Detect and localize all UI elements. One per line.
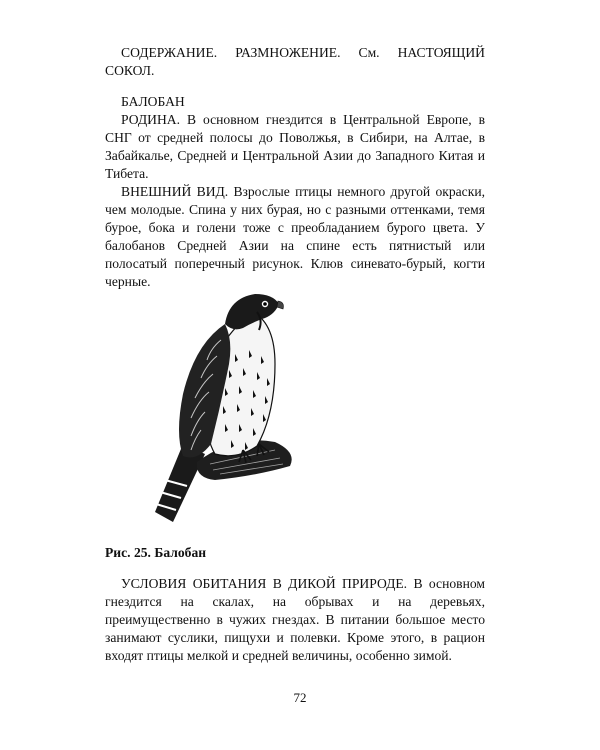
homeland-paragraph: РОДИНА. В основном гнездится в Центральной Европе, в СНГ от средней полосы до Поволжья, в Сибири, на Алтае, в Забайкалье, Средней и Центральной Азии до Западного Китая и Тибета. <box>105 112 485 181</box>
contents-reference: СОДЕРЖАНИЕ. РАЗМНОЖЕНИЕ. См. НАСТОЯЩИЙ СОКОЛ. <box>105 45 485 78</box>
figure-caption: Рис. 25. Балобан <box>105 545 207 560</box>
saker-falcon-illustration <box>125 284 305 534</box>
habitat-paragraph: УСЛОВИЯ ОБИТАНИЯ В ДИКОЙ ПРИРОДЕ. В основном гнездится на скалах, на обрывах и на деревьях, преимущественно в чужих гнездах. В питании большое место занимают суслики, пищухи и полевки. Кроме этого, в рацион входят птицы мелкой и средней величины, особенно зимой. <box>105 576 485 663</box>
species-title: БАЛОБАН <box>121 94 185 109</box>
species-description-block <box>105 93 485 291</box>
page-number: 72 <box>293 690 307 705</box>
contents-paragraph-block <box>105 44 485 80</box>
habitat-block <box>105 575 485 665</box>
appearance-paragraph: ВНЕШНИЙ ВИД. Взрослые птицы немного другой окраски, чем молодые. Спина у них бурая, но с разными оттенками, темя бурое, бока и голени тоже с преобладанием бурого цвета. У балобанов Средней Азии на спине есть пятнистый или полосатый поперечный рисунок. Клюв синевато-бурый, когти черные. <box>105 184 485 289</box>
